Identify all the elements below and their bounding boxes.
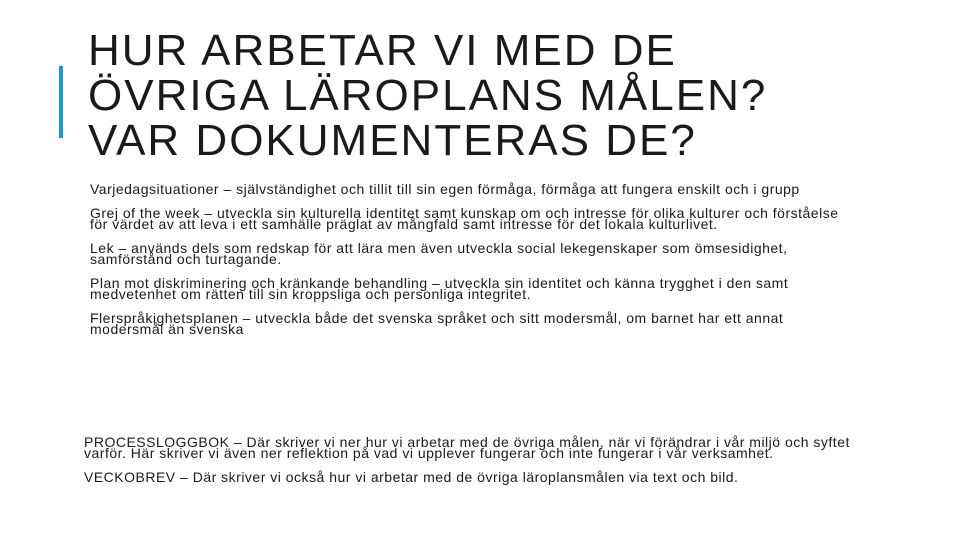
title-line-2: ÖVRIGA LÄROPLANS MÅLEN? [88,71,768,120]
goal-item-plan-diskriminering: Plan mot diskriminering och kränkande behandling – utveckla sin identitet och känna trygghet i den samt medvetenhet om rätten till sin kroppsliga och personliga integritet. [90,275,789,302]
title-line-1: HUR ARBETAR VI MED DE [88,26,677,75]
goals-list [90,181,850,345]
goal-item-grej-of-the-week: Grej of the week – utveckla sin kulturella identitet samt kunskap om och intresse för olika kulturer och förståelse för värdet av att leva i ett samhälle präglat av mångfald samt intresse för det lokala kulturlivet. [90,205,839,232]
title-line-3: VAR DOKUMENTERAS DE? [88,116,697,165]
title-accent-bar [59,66,63,138]
goal-item-flersprakighet: Flerspråkighetsplanen – utveckla både det svenska språket och sitt modersmål, om barnet har ett annat modersmål än svenska [90,310,784,337]
doc-item-veckobrev: VECKOBREV – Där skriver vi också hur vi arbetar med de övriga läroplansmålen via text och bild. [84,469,739,485]
goal-item-lek: Lek – används dels som redskap för att lära men även utveckla social lekegenskaper som ömsesidighet, samförstånd och turtagande. [90,240,788,267]
doc-item-processloggbok: PROCESSLOGGBOK – Där skriver vi ner hur vi arbetar med de övriga målen, när vi förändrar i vår miljö och syftet varför. Här skriver vi även ner reflektion på vad vi upplever fungerar och inte fungerar i vår verksamhet. [84,434,850,461]
slide-title [88,28,928,163]
goal-item-everyday: Varjedagsituationer – självständighet och tillit till sin egen förmåga, förmåga att fungera enskilt och i grupp [90,181,800,197]
documentation-list [84,434,864,493]
